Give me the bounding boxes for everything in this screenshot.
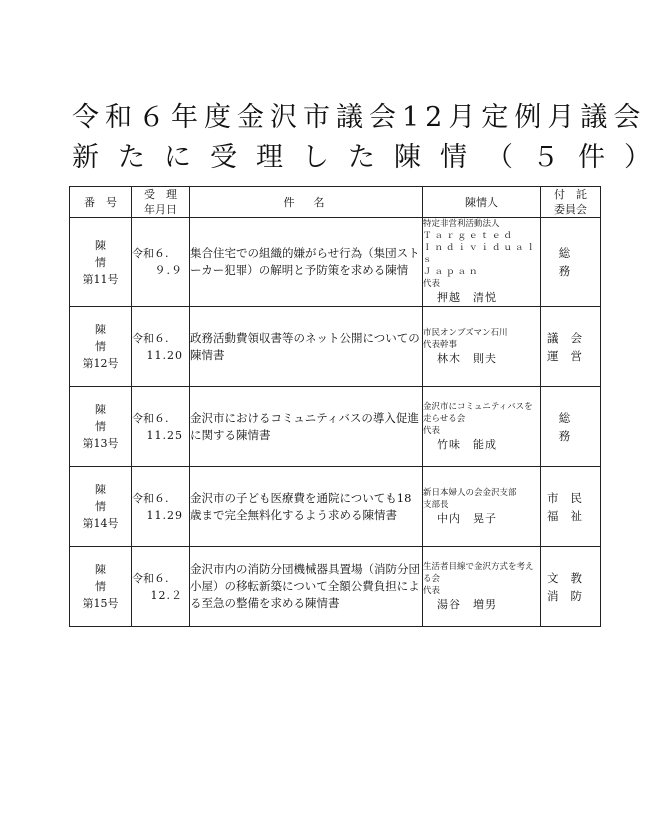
header-number: 番 号 xyxy=(70,187,132,218)
petitioner xyxy=(423,218,541,307)
petition-subject: 金沢市内の消防分団機械器具置場（消防分団小屋）の移転新築について全額公費負担による至急の整備を求める陳情書 xyxy=(190,547,423,627)
table-header-row xyxy=(70,187,601,218)
table-row xyxy=(70,218,601,307)
petition-number: 陳 情 第11号 xyxy=(70,218,132,307)
petitioner xyxy=(423,547,541,627)
document-title xyxy=(72,98,670,178)
petition-number: 陳 情 第15号 xyxy=(70,547,132,627)
petitioner xyxy=(423,307,541,387)
table-row xyxy=(70,387,601,467)
petitioner-org-line: 特定非営利活動法人 xyxy=(423,219,500,229)
header-subject: 件 名 xyxy=(190,187,423,218)
petitioner-org-line: 代表幹事 xyxy=(423,339,458,350)
petitioner-org-line: 市民オンブズマン石川 xyxy=(423,327,508,338)
title-line-2: 新たに受理した陳情（５件） xyxy=(72,142,670,173)
assigned-committee: 市民 福祉 xyxy=(541,467,601,547)
petitioner-name: 竹味 能成 xyxy=(437,437,497,451)
petitioner xyxy=(423,467,541,547)
petition-subject: 金沢市におけるコミュニティバスの導入促進に関する陳情書 xyxy=(190,387,423,467)
petitioner-org-line: 代表 xyxy=(423,585,441,596)
header-petitioner: 陳情人 xyxy=(423,187,541,218)
petition-number: 陳 情 第14号 xyxy=(70,467,132,547)
petitions-table xyxy=(69,186,601,627)
received-date: 令和６. 11.20 xyxy=(132,307,190,387)
assigned-committee: 総 務 xyxy=(541,387,601,467)
petitioner-org-line: 代表 xyxy=(423,425,441,436)
assigned-committee: 議会 運営 xyxy=(541,307,601,387)
received-date: 令和６. 12.２ xyxy=(132,547,190,627)
header-received-date: 受 理 年月日 xyxy=(132,187,190,218)
table-row xyxy=(70,467,601,547)
received-date: 令和６. 11.25 xyxy=(132,387,190,467)
petitioner-org-line: Ｊａｐａｎ xyxy=(423,267,481,277)
petition-number: 陳 情 第13号 xyxy=(70,387,132,467)
petitioner-org-line: 新日本婦人の会金沢支部 xyxy=(423,487,517,498)
petitioner-org-line: 生活者目線で金沢方式を考える会 xyxy=(423,561,534,584)
petitioner-org-line: Ｉｎｄｉｖｉｄｕａｌｓ xyxy=(423,243,539,265)
petitioner-name: 林木 則夫 xyxy=(437,351,497,365)
title-line-1: 令和６年度金沢市議会12月定例月議会 xyxy=(72,102,647,133)
petition-number: 陳 情 第12号 xyxy=(70,307,132,387)
received-date: 令和６. 11.29 xyxy=(132,467,190,547)
assigned-committee: 文教 消防 xyxy=(541,547,601,627)
petition-subject: 政務活動費領収書等のネット公開についての陳情書 xyxy=(190,307,423,387)
petitioner-name: 中内 晃子 xyxy=(437,511,497,525)
petitioner-org-line: 金沢市にコミュニティバスを走らせる会 xyxy=(423,401,533,424)
petitioner-org-line: Ｔａｒｇｅｔｅｄ xyxy=(423,231,516,241)
received-date: 令和６. ９.９ xyxy=(132,218,190,307)
table-row xyxy=(70,307,601,387)
petitioner-org-line: 代表 xyxy=(423,279,441,289)
petitioner-name: 湯谷 増男 xyxy=(437,597,497,611)
petitioner xyxy=(423,387,541,467)
petitioner-org-line: 支部長 xyxy=(423,499,449,510)
header-committee: 付 託 委員会 xyxy=(541,187,601,218)
assigned-committee: 総 務 xyxy=(541,218,601,307)
petitioner-name: 押越 清悦 xyxy=(437,291,497,304)
table-row xyxy=(70,547,601,627)
petition-subject: 集合住宅での組織的嫌がらせ行為（集団ストーカー犯罪）の解明と予防策を求める陳情 xyxy=(190,218,423,307)
petition-subject: 金沢市の子ども医療費を通院についても18歳まで完全無料化するよう求める陳情書 xyxy=(190,467,423,547)
